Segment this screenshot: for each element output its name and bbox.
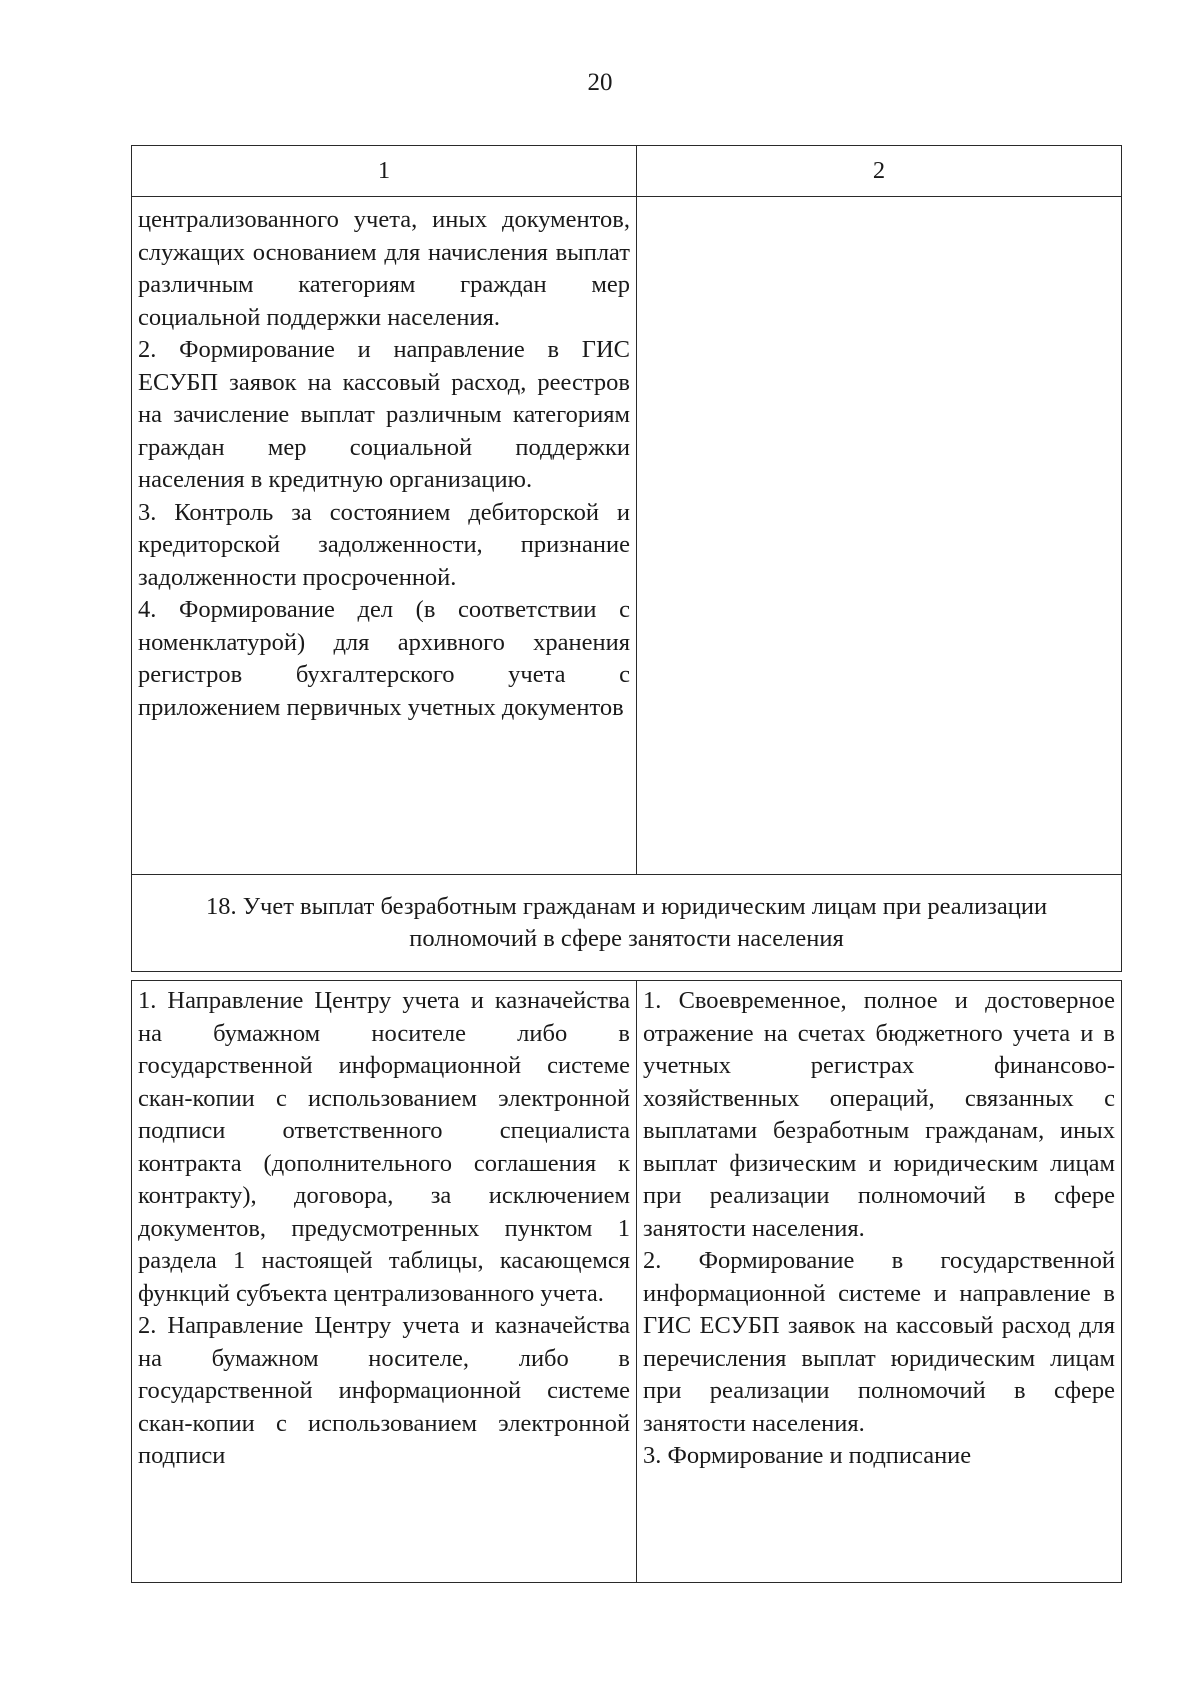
paragraph: 3. Контроль за состоянием дебиторской и кредиторской задолженности, признание задолженности просроченной. [138, 498, 630, 591]
column-header-1: 1 [132, 146, 637, 197]
paragraph: централизованного учета, иных документов, служащих основанием для начисления выплат различным категориям граждан мер социальной поддержки населения. [138, 206, 630, 331]
table-row [132, 981, 1122, 1583]
section-cell-col1 [132, 981, 637, 1583]
continuation-cell-col2 [637, 197, 1122, 875]
table-header-row [132, 146, 1122, 197]
page-number: 20 [587, 69, 613, 96]
continuation-cell-col1 [132, 197, 637, 875]
section-cell-col2 [637, 981, 1122, 1583]
paragraph: 2. Направление Центру учета и казначейства на бумажном носителе, либо в государственной информационной системе скан-копии с использованием электронной подписи [138, 1312, 630, 1469]
row-gap-cell [132, 972, 1122, 981]
column-header-2: 2 [637, 146, 1122, 197]
paragraph: 3. Формирование и подписание [643, 1442, 972, 1469]
paragraph: 1. Направление Центру учета и казначейства на бумажном носителе либо в государственной информационной системе скан-копии с использованием электронной подписи ответственного специалиста контракта (дополнительного соглашения к контракту), договора, за исключением документов, предусмотренных пунктом 1 раздела 1 настоящей таблицы, касающемся функций субъекта централизованного учета. [138, 987, 630, 1307]
paragraph: 2. Формирование в государственной информационной системе и направление в ГИС ЕСУБП заявок на кассовый расход для перечисления выплат юридическим лицам при реализации полномочий в сфере занятости населения. [643, 1247, 1115, 1437]
section-title: 18. Учет выплат безработным гражданам и юридическим лицам при реализации полномочий в сфере занятости населения [132, 875, 1122, 972]
row-gap [132, 972, 1122, 981]
paragraph: 2. Формирование и направление в ГИС ЕСУБП заявок на кассовый расход, реестров на зачисление выплат различным категориям граждан мер социальной поддержки населения в кредитную организацию. [138, 336, 630, 493]
paragraph: 4. Формирование дел (в соответствии с номенклатурой) для архивного хранения регистров бухгалтерского учета с приложением первичных учетных документов [138, 596, 630, 721]
section-row [132, 875, 1122, 972]
table-row [132, 197, 1122, 875]
paragraph: 1. Своевременное, полное и достоверное отражение на счетах бюджетного учета и в учетных регистрах финансово-хозяйственных операций, связанных с выплатами безработным гражданам, иных выплат физическим и юридическим лицам при реализации полномочий в сфере занятости населения. [643, 987, 1115, 1242]
functions-table [131, 145, 1122, 1583]
